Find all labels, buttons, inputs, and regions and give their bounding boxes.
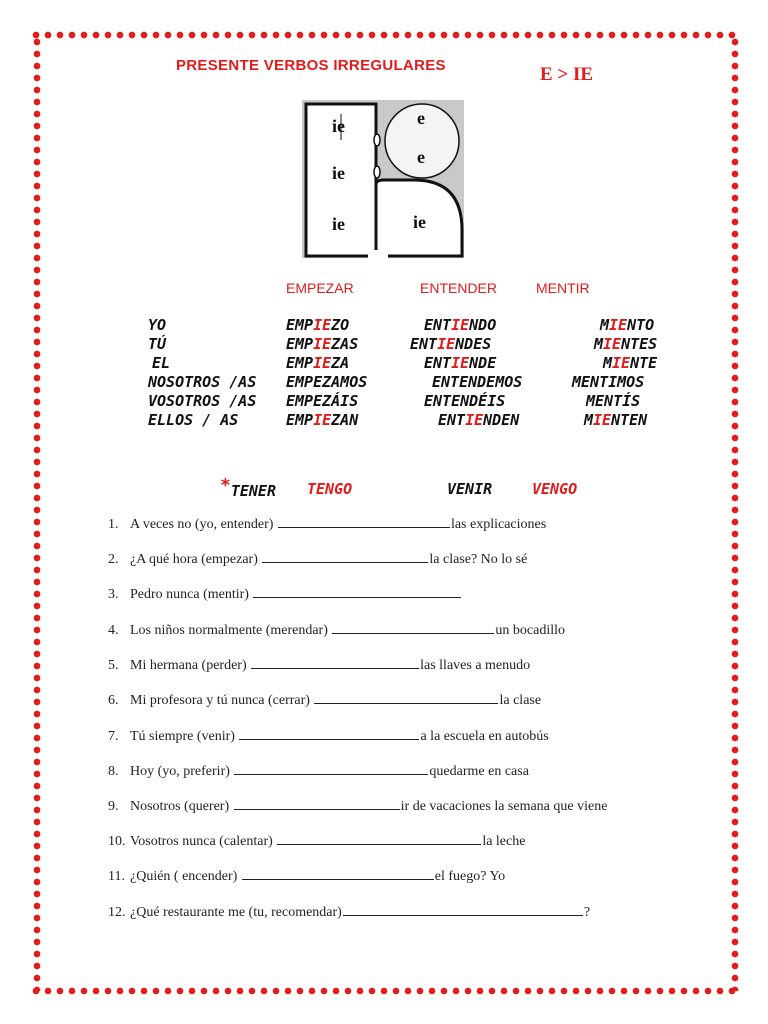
exercise-continuation: la clase? No lo sé xyxy=(429,552,528,567)
answer-blank[interactable] xyxy=(253,585,461,598)
dotted-border-left xyxy=(30,36,44,991)
stem-change-rule: E > IE xyxy=(540,64,594,85)
pronoun: NOSOTROS /AS xyxy=(148,373,257,391)
boot-diagram xyxy=(302,100,464,258)
exercise-number: 9. xyxy=(108,799,119,814)
exercise-prompt: Tú siempre (venir) xyxy=(130,729,239,744)
verb-venir: VENIR xyxy=(447,480,493,498)
exercise-continuation: la clase xyxy=(499,693,542,708)
pronoun: YO xyxy=(148,316,167,334)
verb-form: EMPEZÁIS xyxy=(286,392,359,410)
exercise-prompt: A veces no (yo, entender) xyxy=(130,517,277,532)
exercise-number: 2. xyxy=(108,552,119,567)
verb-form: MIENTEN xyxy=(584,411,648,429)
exercise-continuation: las llaves a menudo xyxy=(420,658,531,673)
exercise-prompt: ¿A qué hora (empezar) xyxy=(130,552,262,567)
verb-form: EMPIEZAN xyxy=(286,411,359,429)
boot-toe-label: ie xyxy=(413,212,426,232)
verb-form: ENTIENDO xyxy=(424,316,497,334)
exercise-number: 1. xyxy=(108,517,119,532)
answer-blank[interactable] xyxy=(239,727,419,740)
answer-blank[interactable] xyxy=(277,832,481,845)
verb-form: ENTIENDE xyxy=(424,354,497,372)
answer-blank[interactable] xyxy=(314,691,498,704)
form-tengo: TENGO xyxy=(307,480,353,498)
exercise-continuation: ? xyxy=(583,905,591,920)
answer-blank[interactable] xyxy=(278,515,450,528)
exercise-prompt: Vosotros nunca (calentar) xyxy=(130,834,277,849)
answer-blank[interactable] xyxy=(343,903,583,916)
verb-header-empezar: EMPEZAR xyxy=(286,280,354,296)
exercise-item xyxy=(108,691,541,709)
exercise-item xyxy=(108,832,525,850)
exercise-continuation: quedarme en casa xyxy=(429,764,529,779)
exercise-number: 11. xyxy=(108,869,125,884)
verb-form: EMPEZAMOS xyxy=(286,373,368,391)
exercise-number: 4. xyxy=(108,623,119,638)
verb-form: ENTENDEMOS xyxy=(432,373,523,391)
exercise-item xyxy=(108,867,505,885)
exercise-item xyxy=(108,762,529,780)
exercise-continuation: la leche xyxy=(482,834,526,849)
answer-blank[interactable] xyxy=(242,867,434,880)
exercise-continuation: a la escuela en autobús xyxy=(420,729,549,744)
form-vengo: VENGO xyxy=(532,480,578,498)
dotted-border-right xyxy=(728,36,742,991)
exercise-item xyxy=(108,515,546,533)
verb-form: EMPIEZA xyxy=(286,354,350,372)
exercise-prompt: ¿Quién ( encender) xyxy=(130,869,241,884)
exercise-continuation: ir de vacaciones la semana que viene xyxy=(400,799,608,814)
exercise-number: 3. xyxy=(108,587,119,602)
exercise-item xyxy=(108,656,530,674)
answer-blank[interactable] xyxy=(332,621,494,634)
verb-form: EMPIEZO xyxy=(286,316,350,334)
irregular-tener xyxy=(220,475,276,501)
exercise-item xyxy=(108,903,590,921)
exercise-number: 7. xyxy=(108,729,119,744)
verb-form: MIENTE xyxy=(603,354,658,372)
exercise-continuation: las explicaciones xyxy=(450,517,547,532)
exercise-number: 12. xyxy=(108,905,126,920)
exercise-item xyxy=(108,585,462,603)
pronoun: VOSOTROS /AS xyxy=(148,392,257,410)
verb-form: MIENTO xyxy=(600,316,655,334)
boot-label-top: ie xyxy=(332,116,345,136)
verb-form: ENTENDÉIS xyxy=(424,392,506,410)
boot-label-bottom: ie xyxy=(332,214,345,234)
answer-blank[interactable] xyxy=(234,762,428,775)
worksheet-title: PRESENTE VERBOS IRREGULARES xyxy=(176,57,446,74)
exercise-prompt: Mi hermana (perder) xyxy=(130,658,251,673)
exercise-prompt: Mi profesora y tú nunca (cerrar) xyxy=(130,693,314,708)
verb-tener: TENER xyxy=(230,482,276,500)
exercise-number: 5. xyxy=(108,658,119,673)
circle-label-bottom: e xyxy=(417,147,425,167)
boot-label-middle: ie xyxy=(332,163,345,183)
exercise-prompt: Hoy (yo, preferir) xyxy=(130,764,234,779)
verb-form: ENTIENDEN xyxy=(438,411,520,429)
exercise-continuation: un bocadillo xyxy=(495,623,565,638)
pronoun: ELLOS / AS xyxy=(148,411,239,429)
exercise-number: 10. xyxy=(108,834,126,849)
answer-blank[interactable] xyxy=(251,656,419,669)
answer-blank[interactable] xyxy=(234,797,400,810)
dotted-border-top xyxy=(30,28,740,42)
dotted-border-bottom xyxy=(30,984,740,998)
exercise-prompt: Pedro nunca (mentir) xyxy=(130,587,253,602)
exercise-prompt: Nosotros (querer) xyxy=(130,799,233,814)
asterisk-mark: * xyxy=(220,475,231,496)
exercise-item xyxy=(108,727,549,745)
verb-form: ENTIENDES xyxy=(410,335,492,353)
exercise-number: 8. xyxy=(108,764,119,779)
circle-label-top: e xyxy=(417,108,425,128)
exercise-prompt: Los niños normalmente (merendar) xyxy=(130,623,332,638)
exercise-item xyxy=(108,621,565,639)
exercise-item xyxy=(108,797,607,815)
exercise-item xyxy=(108,550,527,568)
verb-form: MENTÍS xyxy=(586,392,641,410)
verb-form: EMPIEZAS xyxy=(286,335,359,353)
answer-blank[interactable] xyxy=(262,550,428,563)
pronoun: TÚ xyxy=(148,335,167,353)
verb-header-entender: ENTENDER xyxy=(420,280,498,296)
verb-form: MENTIMOS xyxy=(572,373,645,391)
exercise-prompt: ¿Qué restaurante me (tu, recomendar) xyxy=(130,905,342,920)
verb-header-mentir: MENTIR xyxy=(536,280,590,296)
pronoun: EL xyxy=(152,354,171,372)
verb-form: MIENTES xyxy=(594,335,658,353)
exercise-number: 6. xyxy=(108,693,119,708)
exercise-continuation: el fuego? Yo xyxy=(434,869,506,884)
